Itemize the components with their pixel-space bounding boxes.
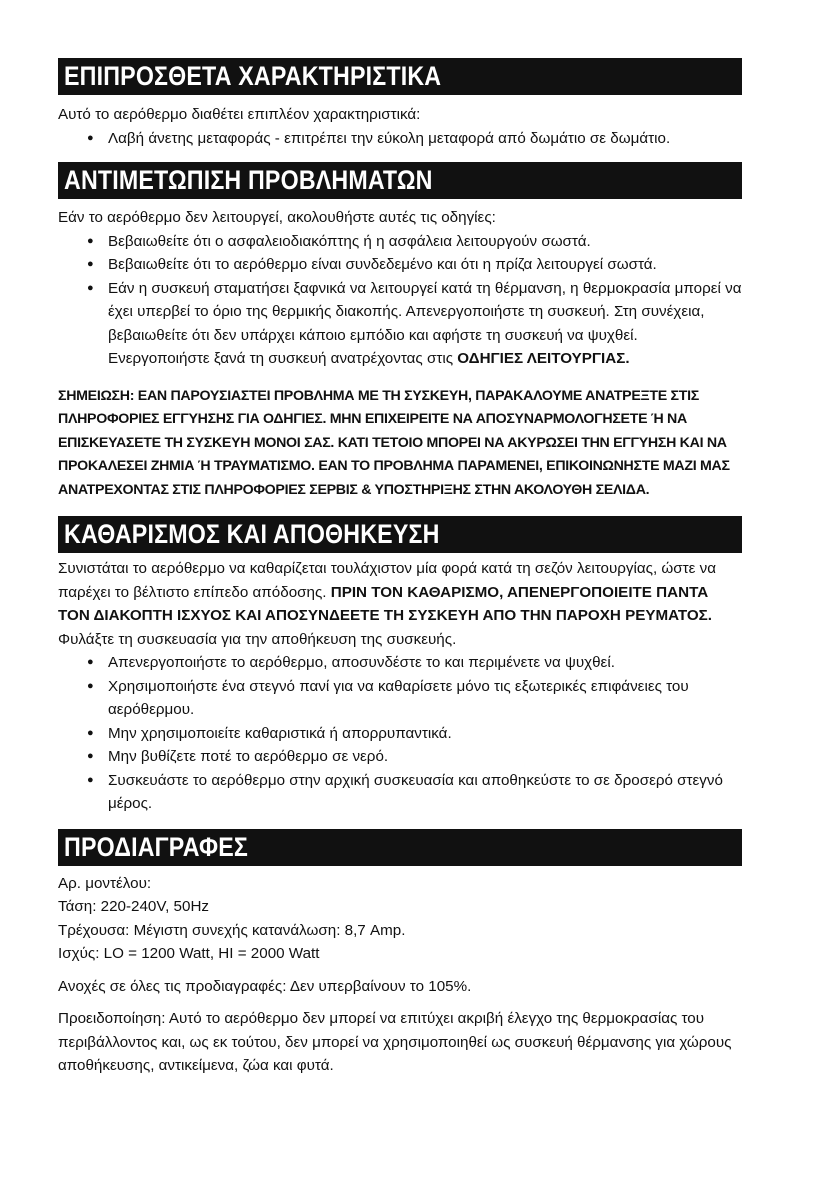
section-header-troubleshooting bbox=[58, 162, 742, 199]
paragraph: Φυλάξτε τη συσκευασία για την αποθήκευση της συσκευής. bbox=[58, 630, 457, 648]
bullet-list bbox=[58, 230, 742, 371]
manual-page bbox=[58, 58, 742, 1078]
section-header-cleaning bbox=[58, 516, 742, 553]
cleaning-body bbox=[58, 557, 742, 816]
paragraph: Αυτό το αερόθερμο διαθέτει επιπλέον χαρακτηριστικά: bbox=[58, 106, 421, 123]
extra-features-body bbox=[58, 103, 742, 150]
section-header-specs bbox=[58, 829, 742, 866]
list-item: ● Λαβή άνετης μεταφοράς - επιτρέπει την εύκολη μεταφορά από δωμάτιο σε δωμάτιο. bbox=[58, 127, 742, 151]
troubleshooting-body bbox=[58, 206, 742, 502]
spec-power: Ισχύς: LO = 1200 Watt, HI = 2000 Watt bbox=[58, 945, 320, 962]
operating-instructions-reference: ΟΔΗΓΙΕΣ ΛΕΙΤΟΥΡΓΙΑΣ. bbox=[457, 350, 630, 367]
section-title: ΕΠΙΠΡΟΣΘΕΤΑ ΧΑΡΑΚΤΗΡΙΣΤΙΚΑ bbox=[64, 61, 442, 91]
list-item: ● Μην βυθίζετε ποτέ το αερόθερμο σε νερό. bbox=[58, 745, 742, 769]
section-title: ΠΡΟΔΙΑΓΡΑΦΕΣ bbox=[64, 831, 249, 862]
spec-warning: Προειδοποίηση: Αυτό το αερόθερμο δεν μπορεί να επιτύχει ακριβή έλεγχο της θερμοκρασίας του περιβάλλοντος και, ως εκ τούτου, δεν μπορεί να χρησιμοποιηθεί ως συσκευή θέρμανσης για χώρους αποθήκευσης, αντικείμενα, ζώα και φυτά. bbox=[58, 1010, 732, 1074]
section-title: ΑΝΤΙΜΕΤΩΠΙΣΗ ΠΡΟΒΛΗΜΑΤΩΝ bbox=[64, 165, 433, 195]
list-item: ● Μην χρησιμοποιείτε καθαριστικά ή απορρυπαντικά. bbox=[58, 722, 742, 746]
paragraph bbox=[58, 557, 742, 628]
spec-tolerance: Ανοχές σε όλες τις προδιαγραφές: Δεν υπερβαίνουν το 105%. bbox=[58, 977, 472, 995]
list-item: ● Απενεργοποιήστε το αερόθερμο, αποσυνδέστε το και περιμένετε να ψυχθεί. bbox=[58, 651, 742, 675]
spec-current: Τρέχουσα: Μέγιστη συνεχής κατανάλωση: 8,7 Amp. bbox=[58, 921, 406, 939]
warning-note: ΣΗΜΕΙΩΣΗ: ΕΑΝ ΠΑΡΟΥΣΙΑΣΤΕΙ ΠΡΟΒΛΗΜΑ ΜΕ ΤΗ ΣΥΣΚΕΥΗ, ΠΑΡΑΚΑΛΟΥΜΕ ΑΝΑΤΡΕΞΤΕ ΣΤΙΣ ΠΛΗΡΟΦΟΡΙΕΣ ΕΓΓΥΗΣΗΣ ΓΙΑ ΟΔΗΓΙΕΣ. ΜΗΝ ΕΠΙΧΕΙΡΕΙΤΕ ΝΑ ΑΠΟΣΥΝΑΡΜΟΛΟΓΗΣΕΤΕ Ή ΝΑ ΕΠΙΣΚΕΥΑΣΕΤΕ ΤΗ ΣΥΣΚΕΥΗ ΜΟΝΟΙ ΣΑΣ. ΚΑΤΙ ΤΕΤΟΙΟ ΜΠΟΡΕΙ ΝΑ ΑΚΥΡΩΣΕΙ ΤΗΝ ΕΓΓΥΗΣΗ ΚΑΙ ΝΑ ΠΡΟΚΑΛΕΣΕΙ ΖΗΜΙΑ Ή ΤΡΑΥΜΑΤΙΣΜΟ. ΕΑΝ ΤΟ ΠΡΟΒΛΗΜΑ ΠΑΡΑΜΕΝΕΙ, ΕΠΙΚΟΙΝΩΝΗΣΤΕ ΜΑΖΙ ΜΑΣ ΑΝΑΤΡΕΧΟΝΤΑΣ ΣΤΙΣ ΠΛΗΡΟΦΟΡΙΕΣ ΣΕΡΒΙΣ & ΥΠΟΣΤΗΡΙΞΗΣ ΣΤΗΝ ΑΚΟΛΟΥΘΗ ΣΕΛΙΔΑ. bbox=[58, 387, 730, 498]
specs-body bbox=[58, 872, 742, 1078]
spec-model: Αρ. μοντέλου: bbox=[58, 874, 152, 892]
bullet-list bbox=[58, 127, 742, 151]
list-item-text: Εάν η συσκευή σταματήσει ξαφνικά να λειτουργεί κατά τη θέρμανση, η θερμοκρασία μπορεί να έχει υπερβεί το όριο της θερμικής διακοπής. Απενεργοποιήστε τη συσκευή. Στη συνέχεια, βεβαιωθείτε ότι δεν υπάρχει κάποιο εμπόδιο και αφήστε τη συσκευή να ψυχθεί. Ενεργοποιήστε ξανά τη συσκευή ανατρέχοντας στις bbox=[108, 279, 742, 367]
spec-voltage: Τάση: 220-240V, 50Hz bbox=[58, 898, 210, 915]
list-item bbox=[58, 277, 742, 371]
paragraph: Εάν το αερόθερμο δεν λειτουργεί, ακολουθήστε αυτές τις οδηγίες: bbox=[58, 209, 496, 226]
section-title: ΚΑΘΑΡΙΣΜΟΣ ΚΑΙ ΑΠΟΘΗΚΕΥΣΗ bbox=[64, 519, 440, 549]
list-item: ● Βεβαιωθείτε ότι το αερόθερμο είναι συνδεδεμένο και ότι η πρίζα λειτουργεί σωστά. bbox=[58, 253, 742, 277]
list-item: ● Συσκευάστε το αερόθερμο στην αρχική συσκευασία και αποθηκεύστε το σε δροσερό στεγνό μέρος. bbox=[58, 769, 742, 816]
list-item: ● Χρησιμοποιήστε ένα στεγνό πανί για να καθαρίσετε μόνο τις εξωτερικές επιφάνειες του αερόθερμου. bbox=[58, 675, 742, 722]
paragraph-text: Συνιστάται το αερόθερμο να καθαρίζεται τουλάχιστον μία φορά κατά τη σεζόν λειτουργίας, ώστε να παρέχει το βέλτιστο επίπεδο απόδοσης. bbox=[58, 560, 717, 601]
cleaning-warning: ΠΡΙΝ ΤΟΝ ΚΑΘΑΡΙΣΜΟ, ΑΠΕΝΕΡΓΟΠΟΙΕΙΤΕ ΠΑΝΤΑ ΤΟΝ ΔΙΑΚΟΠΤΗ ΙΣΧΥΟΣ ΚΑΙ ΑΠΟΣΥΝΔΕΕΤΕ ΤΗ ΣΥΣΚΕΥΗ ΑΠΟ ΤΗΝ ΠΑΡΟΧΗ ΡΕΥΜΑΤΟΣ. bbox=[58, 583, 712, 624]
section-header-extra-features bbox=[58, 58, 742, 95]
bullet-list bbox=[58, 651, 742, 816]
list-item: ● Βεβαιωθείτε ότι ο ασφαλειοδιακόπτης ή η ασφάλεια λειτουργούν σωστά. bbox=[58, 230, 742, 254]
